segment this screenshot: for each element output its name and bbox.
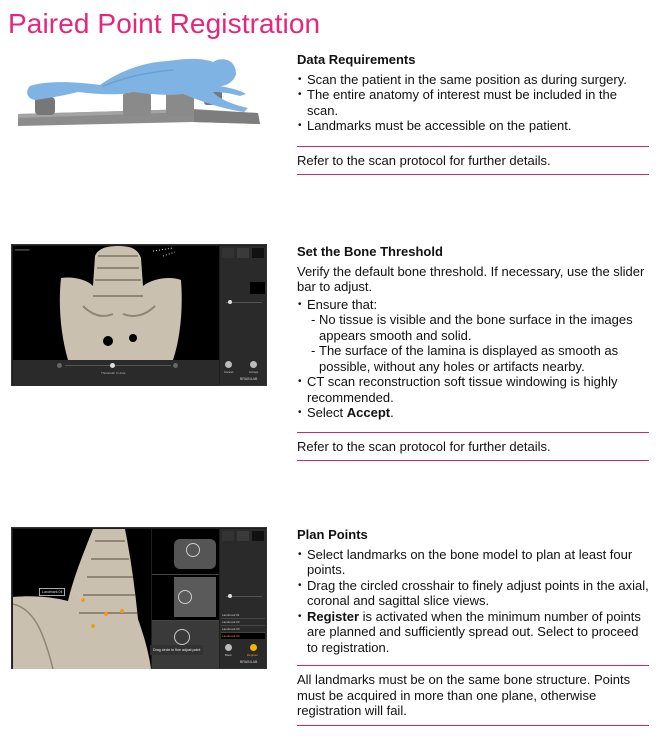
note-text: Refer to the scan protocol for further details.: [297, 152, 551, 168]
threshold-label: Threshold: 0 Units: [101, 371, 126, 375]
landmark-callout: Landmark 04: [39, 588, 65, 596]
accept-label: Accept: [249, 370, 259, 374]
landmark-row[interactable]: [221, 619, 265, 626]
patient-info-text: ━━━━━━━━: [15, 248, 30, 252]
list-item: • Drag the circled crosshair to finely adjust points in the axial, coronal and sagittal slice views.: [297, 578, 649, 609]
sub-list-item: - No tissue is visible and the bone surface in the images appears smooth and solid.: [297, 312, 649, 343]
side-panel: [220, 246, 266, 385]
landmark-row[interactable]: [221, 612, 265, 619]
coronal-slice-view: [152, 575, 219, 621]
zoom-slider[interactable]: [226, 596, 262, 597]
bone-threshold-screenshot: [11, 244, 267, 386]
list-item: [297, 405, 649, 421]
list-item: • CT scan reconstruction soft tissue windowing is highly recommended.: [297, 374, 649, 405]
landmark-label: Landmark 02: [222, 620, 240, 624]
tab-data[interactable]: [237, 248, 249, 258]
tab-history[interactable]: [222, 248, 234, 258]
tab-home[interactable]: [252, 248, 264, 258]
list-item: [297, 609, 649, 656]
zoom-slider[interactable]: [226, 302, 262, 303]
list-item: • Scan the patient in the same position as during surgery.: [297, 72, 649, 88]
list-item: • The entire anatomy of interest must be included in the scan.: [297, 87, 649, 118]
note-text: All landmarks must be on the same bone structure. Points must be acquired in more than one plane, otherwise registration will fail.: [297, 672, 631, 718]
3d-bone-view: [13, 529, 151, 669]
plus-icon[interactable]: [173, 363, 178, 368]
list-item-text: .: [390, 405, 394, 420]
landmark-point[interactable]: [104, 612, 108, 616]
section-plan-points: [297, 527, 649, 726]
tab-history[interactable]: [222, 531, 234, 541]
divider: [297, 174, 649, 175]
axial-slice-view: [152, 529, 219, 575]
zoom-slider-handle[interactable]: [228, 300, 232, 304]
landmark-list: [221, 612, 265, 639]
landmark-row[interactable]: [221, 626, 265, 633]
section-bone-threshold: [297, 244, 649, 461]
landmark-label: Landmark 03: [222, 627, 240, 631]
slider-handle[interactable]: [110, 363, 115, 368]
thumbnail-view: [250, 282, 265, 294]
zoom-slider-handle[interactable]: [228, 594, 232, 598]
side-panel: [220, 529, 266, 668]
list-item-text: Ensure that:: [307, 296, 378, 312]
threshold-slider[interactable]: [65, 365, 171, 366]
list-item: • Landmarks must be accessible on the patient.: [297, 118, 649, 134]
page-title: Paired Point Registration: [8, 8, 321, 39]
register-label: Register: [247, 653, 259, 657]
landmark-label: Landmark 04: [222, 634, 240, 638]
divider: [297, 725, 649, 726]
fine-adjust-tooltip: Drag circle to fine adjust point: [150, 645, 203, 655]
threshold-list: [297, 297, 649, 421]
divider: [297, 460, 649, 461]
list-item-text: is activated when the minimum number of points are planned and sufficiently spread out. Select to proceed to registration.: [307, 608, 641, 655]
list-item: [297, 297, 649, 375]
landmark-label: Landmark 01: [222, 613, 240, 617]
register-term: Register: [307, 608, 360, 624]
landmark-point[interactable]: [120, 609, 124, 613]
patient-on-table-image: [8, 52, 280, 132]
back-button[interactable]: [225, 644, 232, 651]
register-button[interactable]: [250, 644, 257, 651]
list-item-text: Select: [307, 405, 347, 420]
spine-render: [13, 529, 151, 669]
landmark-row-selected[interactable]: [221, 633, 265, 639]
minus-icon[interactable]: [57, 363, 62, 368]
sub-list-item: - The surface of the lamina is displayed as smooth as possible, without any holes or artifacts nearby.: [297, 343, 649, 374]
threshold-slider-area: [13, 360, 219, 386]
brand-logo: BRAINLAB: [240, 377, 258, 381]
note-text: Refer to the scan protocol for further details.: [297, 438, 551, 454]
tab-home[interactable]: [252, 531, 264, 541]
intro-text: Verify the default bone threshold. If necessary, use the slider bar to adjust.: [297, 263, 645, 294]
plan-points-screenshot: [11, 527, 267, 669]
section-heading: Plan Points: [297, 527, 368, 542]
section-heading: Data Requirements: [297, 52, 416, 67]
section-data-requirements: [297, 52, 649, 175]
cancel-label: Cancel: [224, 370, 234, 374]
list-item: • Select landmarks on the bone model to plan at least four points.: [297, 547, 649, 578]
tab-data[interactable]: [237, 531, 249, 541]
landmark-point[interactable]: [91, 624, 95, 628]
requirements-list: [297, 72, 649, 134]
section-heading: Set the Bone Threshold: [297, 244, 443, 259]
cancel-button[interactable]: [225, 361, 232, 368]
back-label: Back: [225, 653, 232, 657]
accept-button[interactable]: [250, 361, 257, 368]
plan-points-list: [297, 547, 649, 656]
3d-bone-view: [13, 246, 219, 360]
brand-logo: BRAINLAB: [240, 660, 258, 664]
accept-term: Accept: [346, 405, 391, 420]
spine-pelvis-render: [13, 246, 219, 360]
patient-positioning-illustration: [8, 52, 280, 132]
